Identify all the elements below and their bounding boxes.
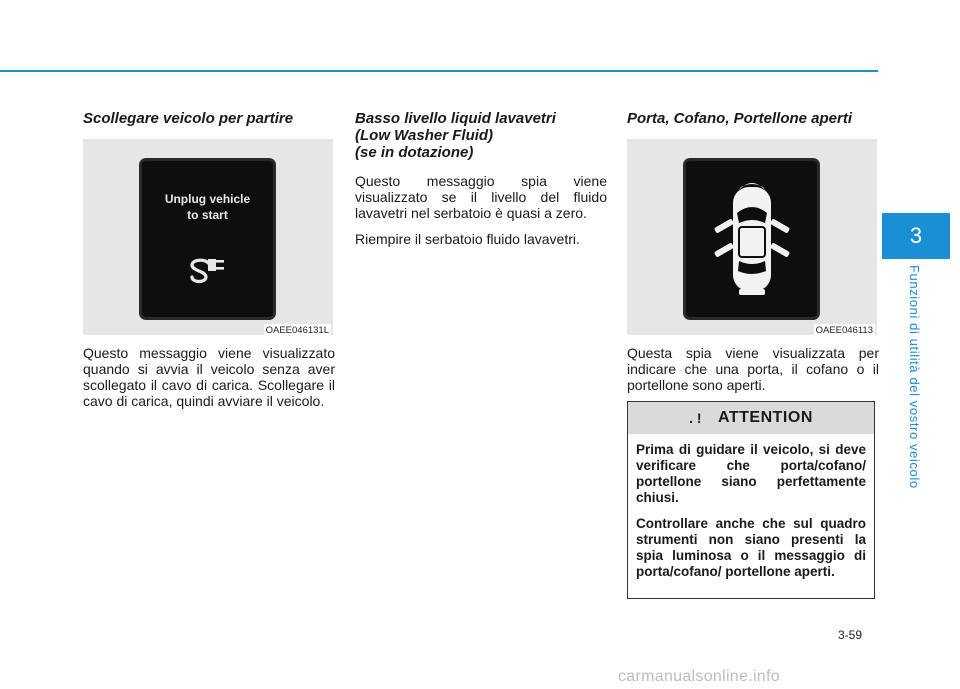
display-line-2: to start	[187, 208, 228, 222]
attention-box	[627, 401, 875, 599]
chapter-title: Funzioni di utilità del vostro veicolo	[907, 265, 922, 489]
heading-line-3: (se in dotazione)	[355, 144, 474, 161]
column-washer-fluid	[355, 110, 607, 257]
section-heading-washer	[355, 110, 607, 161]
body-text-washer-2: Riempire il serbatoio fluido lavavetri.	[355, 231, 580, 247]
heading-line-2: (Low Washer Fluid)	[355, 127, 494, 144]
cluster-display	[142, 161, 273, 317]
attention-body	[628, 434, 874, 580]
body-text-doors: Questa spia viene visualizzata per indicare che una porta, il cofano o il portellone sono aperti.	[627, 345, 879, 393]
section-heading-doors: Porta, Cofano, Portellone aperti	[627, 110, 853, 127]
attention-header	[628, 402, 874, 434]
display-message	[142, 191, 273, 223]
figure-caption: OAEE046131L	[265, 325, 329, 336]
body-text-washer-1: Questo messaggio spia viene visualizzato se il livello del fluido lavavetri nel serbatoio è quasi a zero.	[355, 173, 607, 221]
attention-paragraph-1: Prima di guidare il veicolo, si deve verificare che porta/cofano/ portellone siano perfettamente chiusi.	[636, 442, 866, 505]
heading-line-1: Basso livello liquid lavavetri	[355, 110, 556, 127]
car-doors-open-icon	[686, 161, 817, 317]
display-line-1: Unplug vehicle	[164, 192, 251, 206]
cluster-display	[686, 161, 817, 317]
top-rule	[0, 70, 878, 72]
section-heading-unplug: Scollegare veicolo per partire	[83, 110, 294, 127]
attention-title: ATTENTION	[718, 409, 813, 426]
body-text-unplug: Questo messaggio viene visualizzato quando si avvia il veicolo senza aver scollegato il cavo di carica. Scollegare il cavo di carica, quindi avviare il veicolo.	[83, 345, 335, 409]
watermark: carmanualsonline.info	[618, 668, 780, 685]
column-unplug	[83, 110, 335, 419]
plug-icon	[186, 247, 232, 287]
attention-paragraph-2: Controllare anche che sul quadro strumenti non siano presenti la spia luminosa o il messaggio di porta/cofano/ portellone aperti.	[636, 516, 866, 579]
warning-icon: . !	[689, 410, 702, 426]
column-doors-open	[627, 110, 879, 403]
figure-doors	[627, 139, 877, 335]
figure-caption: OAEE046113	[815, 325, 873, 336]
page-number: 3-59	[838, 628, 863, 642]
figure-unplug	[83, 139, 333, 335]
chapter-number-tab: 3	[882, 213, 950, 259]
